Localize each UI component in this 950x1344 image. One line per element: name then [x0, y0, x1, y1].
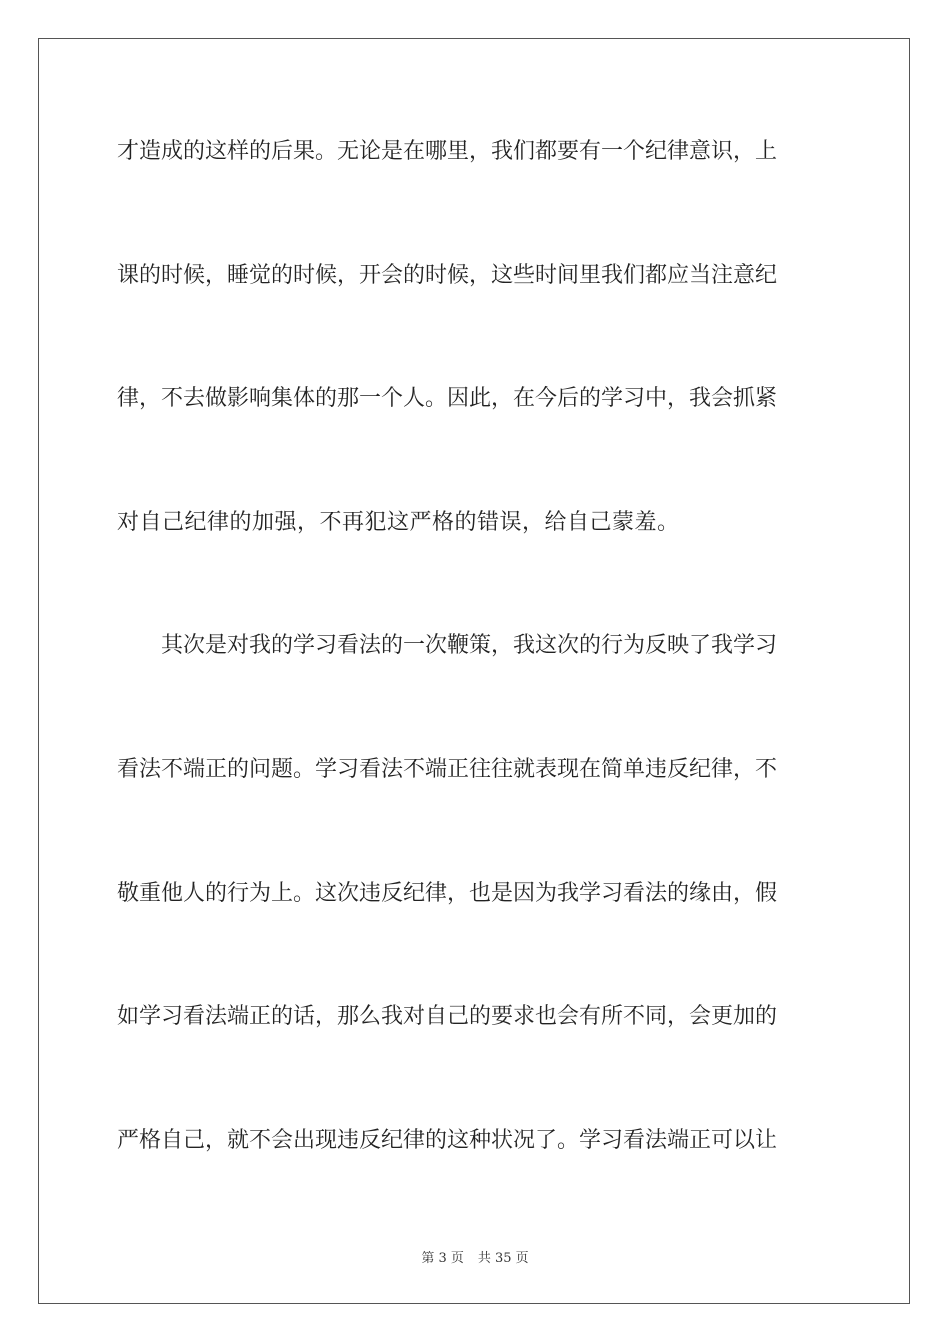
- text-line: 其次是对我的学习看法的一次鞭策，我这次的行为反映了我学习: [117, 633, 778, 658]
- text-line: 对自己纪律的加强，不再犯这严格的错误，给自己蒙羞。: [117, 510, 680, 535]
- text-line: 课的时候，睡觉的时候，开会的时候，这些时间里我们都应当注意纪: [117, 263, 778, 288]
- text-line: 敬重他人的行为上。这次违反纪律，也是因为我学习看法的缘由，假: [117, 881, 778, 906]
- text-line: 如学习看法端正的话，那么我对自己的要求也会有所不同，会更加的: [117, 1004, 778, 1029]
- page-footer: [0, 1247, 950, 1266]
- text-line: 才造成的这样的后果。无论是在哪里，我们都要有一个纪律意识，上: [117, 139, 778, 164]
- page-total: 共 35 页: [477, 1251, 529, 1266]
- page-border: [38, 38, 910, 1304]
- text-line: 律，不去做影响集体的那一个人。因此，在今后的学习中，我会抓紧: [117, 386, 778, 411]
- text-line: 严格自己，就不会出现违反纪律的这种状况了。学习看法端正可以让: [117, 1128, 778, 1153]
- page-number: 第 3 页: [421, 1251, 464, 1266]
- text-line: 看法不端正的问题。学习看法不端正往往就表现在简单违反纪律，不: [117, 757, 778, 782]
